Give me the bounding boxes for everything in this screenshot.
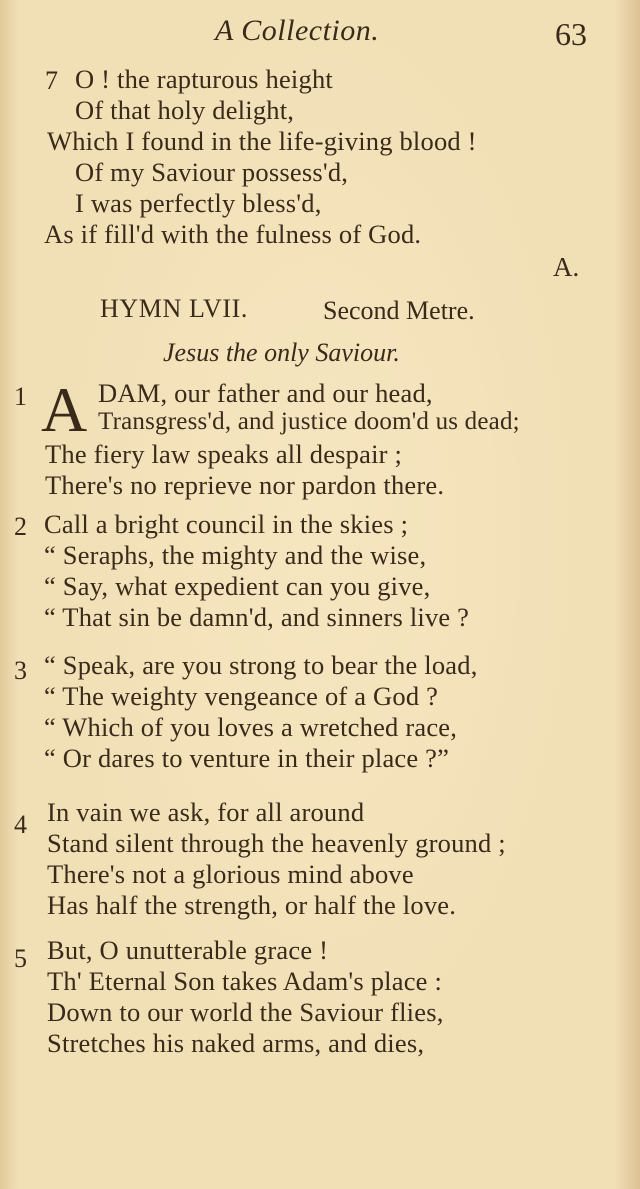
verse-number: 1 xyxy=(14,382,27,411)
verse-line: I was perfectly bless'd, xyxy=(75,188,322,218)
verse-line: Down to our world the Saviour flies, xyxy=(47,997,444,1027)
verse-line: Stretches his naked arms, and dies, xyxy=(47,1028,425,1058)
verse-line: “ Speak, are you strong to bear the load, xyxy=(44,650,478,680)
verse-number: 2 xyxy=(14,512,27,541)
author-initial: A. xyxy=(553,252,580,282)
verse-line: In vain we ask, for all around xyxy=(47,797,365,827)
verse-line: O ! the rapturous height xyxy=(75,64,333,94)
verse-number: 5 xyxy=(14,944,27,973)
verse-line: Of that holy delight, xyxy=(75,95,295,125)
verse-number: 3 xyxy=(14,656,27,685)
verse-number: 4 xyxy=(14,810,27,839)
hymn-title: HYMN LVII. xyxy=(100,294,249,323)
verse-line: The fiery law speaks all despair ; xyxy=(45,439,403,469)
verse-line: “ That sin be damn'd, and sinners live ? xyxy=(44,602,470,632)
verse-line: Of my Saviour possess'd, xyxy=(75,157,349,187)
verse-line: Which I found in the life-giving blood ! xyxy=(47,126,477,156)
verse-line: “ Seraphs, the mighty and the wise, xyxy=(44,540,427,570)
verse-line: DAM, our father and our head, xyxy=(98,378,433,408)
hymn-metre: Second Metre. xyxy=(323,296,475,325)
verse-line: “ Say, what expedient can you give, xyxy=(44,571,431,601)
verse-number: 7 xyxy=(45,66,58,95)
verse-line: Has half the strength, or half the love. xyxy=(47,890,457,920)
verse-line: There's not a glorious mind above xyxy=(47,859,414,889)
drop-cap: A xyxy=(41,374,88,445)
running-title: A Collection. xyxy=(215,14,380,47)
verse-line: “ Which of you loves a wretched race, xyxy=(44,712,458,742)
page-number: 63 xyxy=(555,16,587,52)
verse-line: But, O unutterable grace ! xyxy=(47,935,329,965)
verse-line: Th' Eternal Son takes Adam's place : xyxy=(47,966,443,996)
hymn-subtitle: Jesus the only Saviour. xyxy=(163,338,400,367)
verse-line: Transgress'd, and justice doom'd us dead; xyxy=(98,408,520,435)
verse-line: “ Or dares to venture in their place ?” xyxy=(44,743,450,773)
verse-line: As if fill'd with the fulness of God. xyxy=(44,219,422,249)
verse-line: Stand silent through the heavenly ground ; xyxy=(47,828,506,858)
verse-line: There's no reprieve nor pardon there. xyxy=(45,470,445,500)
verse-line: Call a bright council in the skies ; xyxy=(44,509,409,539)
verse-line: “ The weighty vengeance of a God ? xyxy=(44,681,439,711)
